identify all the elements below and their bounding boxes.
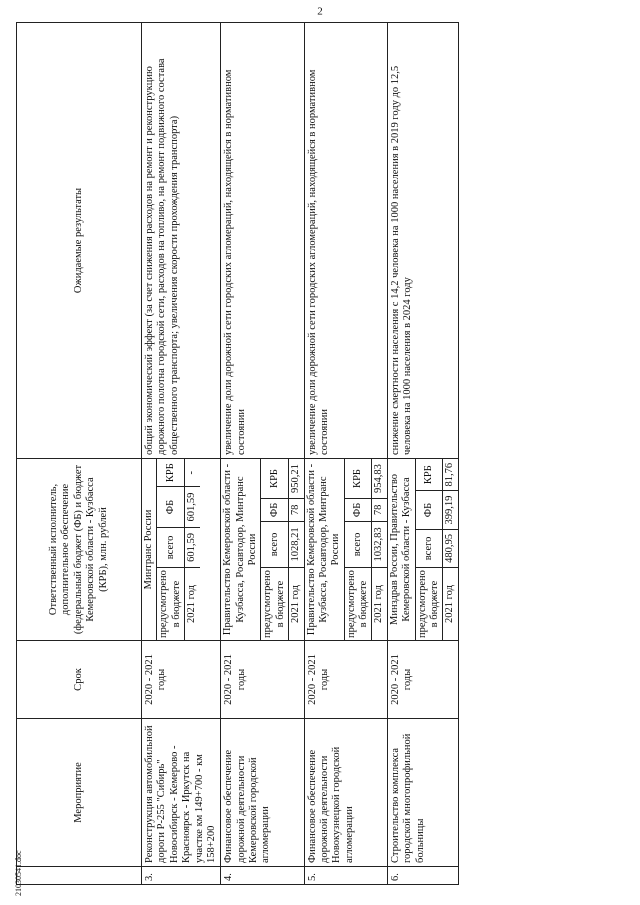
header-event: Мероприятие xyxy=(17,719,142,867)
table-body xyxy=(142,23,459,885)
fin-total: 1032,83 xyxy=(372,521,387,567)
row-number: 5. xyxy=(304,867,387,885)
row-event: Финансовое обеспечение дорожной деятельности Кемеровской городской агломерации xyxy=(221,719,304,867)
fin-total: 601,59 xyxy=(185,527,200,567)
measures-table xyxy=(16,22,459,885)
row-results: снижение смертности населения с 14,2 человека на 1000 населения в 2019 году до 12,5 человека на 1000 населения в 2024 году xyxy=(387,23,458,459)
fin-label-krb: КРБ xyxy=(416,459,443,491)
fin-krb: - xyxy=(185,459,200,487)
fin-label-krb: КРБ xyxy=(157,459,184,487)
fin-label-total: всего xyxy=(416,529,443,567)
fin-total: 1028,21 xyxy=(289,521,304,567)
table-header-row xyxy=(17,23,142,885)
fin-label-fb: ФБ xyxy=(157,487,184,527)
row-event: Реконструкция автомобильной дороги Р-255 "Сибирь" Новосибирск - Кемерово - Красноярск - Иркутск на участке км 149+700 - км 158+200 xyxy=(142,719,221,867)
fin-label-krb: КРБ xyxy=(261,459,288,498)
header-term: Срок xyxy=(17,641,142,719)
fin-year: 2021 год xyxy=(372,568,387,640)
fin-label-total: всего xyxy=(345,521,372,567)
document-id: 21030541.doc xyxy=(14,850,23,896)
financing-subtable xyxy=(416,459,458,640)
row-responsible: Минздрав России, Правительство Кемеровской области - Кузбасса xyxy=(388,459,416,640)
fin-label-fb: ФБ xyxy=(416,491,443,529)
fin-fb: 78 xyxy=(289,498,304,521)
row-term: 2020 - 2021 годы xyxy=(387,641,458,719)
row-financing xyxy=(304,459,387,641)
fin-label-planned: предусмотрено в бюджете xyxy=(416,568,443,640)
fin-label-fb: ФБ xyxy=(261,498,288,521)
row-responsible: Правительство Кемеровской области - Кузбасса, Росавтодор, Минтранс России xyxy=(305,459,345,640)
fin-year: 2021 год xyxy=(289,568,304,640)
row-results: увеличение доли дорожной сети городских агломераций, находящейся в нормативном состоянии xyxy=(304,23,387,459)
fin-total: 480,95 xyxy=(443,529,458,567)
row-number: 3. xyxy=(142,867,221,885)
header-results: Ожидаемые результаты xyxy=(17,23,142,459)
row-term: 2020 - 2021 годы xyxy=(221,641,304,719)
fin-label-planned: предусмотрено в бюджете xyxy=(157,568,184,640)
fin-label-krb: КРБ xyxy=(345,459,372,498)
financing-subtable xyxy=(157,459,199,640)
fin-fb: 601,59 xyxy=(185,487,200,527)
row-number: 6. xyxy=(387,867,458,885)
table-row xyxy=(387,23,458,885)
row-event: Финансовое обеспечение дорожной деятельности Новокузнецкой городской агломерации xyxy=(304,719,387,867)
row-event: Строительство комплекса городской многопрофильной больницы xyxy=(387,719,458,867)
row-financing xyxy=(142,459,221,641)
fin-fb: 78 xyxy=(372,498,387,521)
fin-year: 2021 год xyxy=(185,568,200,640)
row-term: 2020 - 2021 годы xyxy=(142,641,221,719)
fin-year: 2021 год xyxy=(443,568,458,640)
financing-subtable xyxy=(345,459,387,640)
row-responsible: Правительство Кемеровской области - Кузбасса, Росавтодор, Минтранс России xyxy=(221,459,261,640)
fin-label-planned: предусмотрено в бюджете xyxy=(345,568,372,640)
fin-label-total: всего xyxy=(157,527,184,567)
row-responsible: Минтранс России xyxy=(142,459,157,640)
header-num xyxy=(17,867,142,885)
fin-fb: 399,19 xyxy=(443,491,458,529)
header-responsible: Ответственный исполнитель, дополнительное обеспечение (федеральный бюджет (ФБ) и бюджет Кемеровской области - Кузбасса (КРБ), млн. рублей xyxy=(17,459,142,641)
fin-label-total: всего xyxy=(261,521,288,567)
page-number: 2 xyxy=(317,5,323,18)
row-term: 2020 - 2021 годы xyxy=(304,641,387,719)
fin-krb: 81,76 xyxy=(443,459,458,491)
fin-label-fb: ФБ xyxy=(345,498,372,521)
row-financing xyxy=(387,459,458,641)
row-results: увеличение доли дорожной сети городских агломераций, находящейся в нормативном состоянии xyxy=(221,23,304,459)
fin-krb: 954,83 xyxy=(372,459,387,498)
fin-label-planned: предусмотрено в бюджете xyxy=(261,568,288,640)
row-financing xyxy=(221,459,304,641)
financing-subtable xyxy=(261,459,303,640)
fin-krb: 950,21 xyxy=(289,459,304,498)
table-row xyxy=(304,23,387,885)
row-number: 4. xyxy=(221,867,304,885)
table-row xyxy=(142,23,221,885)
row-results: общий экономический эффект (за счет снижения расходов на ремонт и реконструкцию дорожного полотна городской сети, расходов на топливо, на ремонт подвижного состава общественного транспорта; увеличения скорости прохождения транспорта) xyxy=(142,23,221,459)
table-row xyxy=(221,23,304,885)
